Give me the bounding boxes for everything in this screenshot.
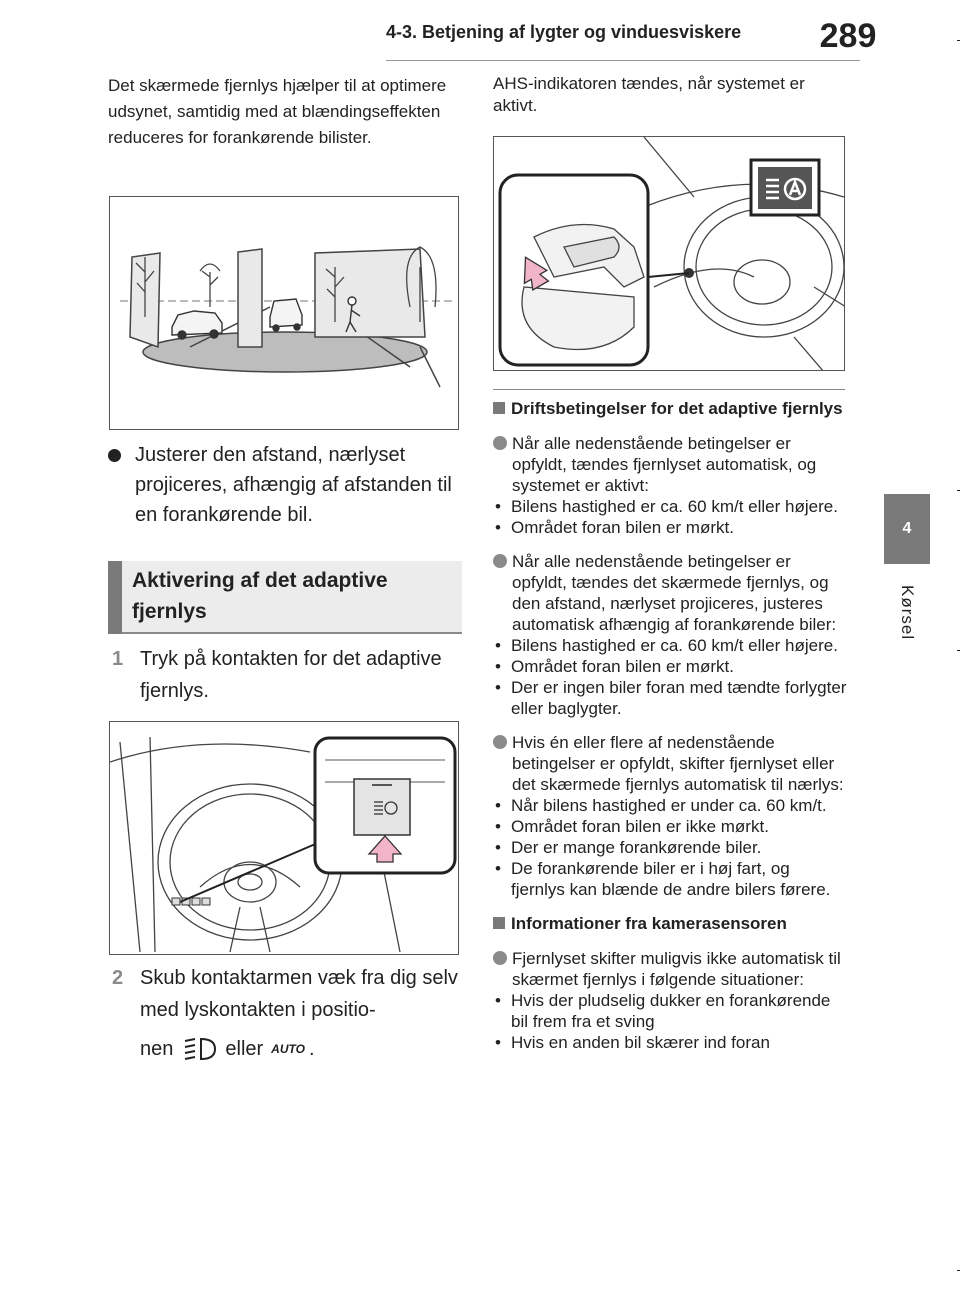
- sub-item: • Der er mange forankørende biler.: [495, 838, 762, 857]
- sub-item-text: Hvis en anden bil skærer ind foran: [511, 1033, 770, 1052]
- condition-item: [493, 948, 848, 990]
- step-text: eller: [225, 1038, 264, 1060]
- sub-item-text: Bilens hastighed er ca. 60 km/t eller højere.: [511, 497, 838, 516]
- bullet-text: Justerer den afstand, nærlyset projiceres, afhængig af afstanden til en forankørende bil.: [135, 444, 452, 526]
- sub-item: • Bilens hastighed er ca. 60 km/t eller højere.: [495, 636, 838, 655]
- lever-illustration: [493, 136, 845, 371]
- step-text: nen: [140, 1038, 174, 1060]
- section-heading-box: [108, 561, 462, 634]
- condition-item: [493, 732, 848, 795]
- sub-item: • Når bilens hastighed er under ca. 60 km/t.: [495, 796, 827, 815]
- intro-text: Det skærmede fjernlys hjælper til at optimere udsynet, samtidig med at blændingseffekten reduceres for forankørende bilister.: [108, 76, 447, 147]
- sub-item: • Området foran bilen er mørkt.: [495, 657, 734, 676]
- step-text: Skub kontaktarmen væk fra dig selv med lyskontakten i positio-: [140, 967, 458, 1021]
- step-number: 2: [112, 967, 124, 989]
- right-column-text: [493, 398, 848, 1053]
- sub-item: • Hvis der pludselig dukker en forankørende bil frem fra et sving: [493, 990, 848, 1032]
- road-scene-svg: [110, 197, 459, 430]
- step-2: [112, 962, 462, 1026]
- sub-item-text: Området foran bilen er mørkt.: [511, 518, 734, 537]
- condition-text: Hvis én eller flere af nedenstående betingelser er opfyldt, skifter fjernlyset eller det skærmede fjernlys automatisk til nærlys:: [512, 733, 844, 794]
- bullet-item: [108, 440, 462, 530]
- square-bullet-icon: [493, 402, 505, 414]
- circle-bullet-icon: [493, 735, 507, 749]
- auto-icon: AUTO: [271, 1042, 305, 1056]
- condition-text: Når alle nedenstående betingelser er opfyldt, tændes fjernlyset automatisk, og systemet er aktivt:: [512, 434, 817, 495]
- condition-item: [493, 433, 848, 496]
- headlight-icon: [183, 1035, 217, 1063]
- sub-item: • Området foran bilen er ikke mørkt.: [495, 817, 769, 836]
- square-bullet-icon: [493, 917, 505, 929]
- lever-svg: [494, 137, 845, 371]
- section-heading: Aktivering af det adaptive fjernlys: [132, 569, 388, 623]
- sub-item-text: Der er mange forankørende biler.: [511, 838, 762, 857]
- step-2-continued: [140, 1033, 460, 1065]
- ahs-indicator-text: AHS-indikatoren tændes, når systemet er aktivt.: [493, 74, 805, 115]
- sub-item: • Hvis en anden bil skærer ind foran: [495, 1033, 770, 1052]
- switch-location-illustration: [109, 721, 459, 955]
- sub-item-text: Området foran bilen er ikke mørkt.: [511, 817, 769, 836]
- section-accent-bar: [108, 561, 122, 634]
- step-number: 1: [112, 648, 124, 670]
- subheading-text: Driftsbetingelser for det adaptive fjernlys: [511, 399, 843, 418]
- circle-bullet-icon: [493, 436, 507, 450]
- sub-item: • Bilens hastighed er ca. 60 km/t eller højere.: [495, 497, 838, 516]
- subheading-2: [493, 913, 848, 934]
- subheading-text: Informationer fra kamerasensoren: [511, 914, 787, 933]
- bullet-icon: [108, 449, 121, 462]
- sub-item: • Området foran bilen er mørkt.: [495, 518, 734, 537]
- page-number: 289: [819, 16, 877, 55]
- condition-text: Når alle nedenstående betingelser er opfyldt, tændes det skærmede fjernlys, og den afstand, nærlyset projiceres, justeres automatisk afhængig af forankørende biler:: [512, 552, 837, 634]
- chapter-label: Kørsel: [898, 585, 917, 641]
- sub-item: • Der er ingen biler foran med tændte forlygter eller baglygter.: [495, 678, 847, 718]
- sub-item-text: De forankørende biler er i høj fart, og fjernlys kan blænde de andre bilers førere.: [511, 859, 831, 899]
- step-text: Tryk på kontakten for det adaptive fjernlys.: [140, 648, 442, 702]
- circle-bullet-icon: [493, 554, 507, 568]
- condition-text: Fjernlyset skifter muligvis ikke automatisk til skærmet fjernlys i følgende situationer:: [512, 949, 841, 989]
- sub-item: • De forankørende biler er i høj fart, og fjernlys kan blænde de andre bilers førere.: [493, 858, 848, 900]
- subheading-1: [493, 398, 848, 419]
- circle-bullet-icon: [493, 951, 507, 965]
- sub-item-text: Hvis der pludselig dukker en forankørende bil frem fra et sving: [511, 991, 831, 1031]
- sub-item-text: Bilens hastighed er ca. 60 km/t eller højere.: [511, 636, 838, 655]
- sub-item-text: Der er ingen biler foran med tændte forlygter eller baglygter.: [511, 678, 847, 718]
- section-divider: [493, 389, 845, 390]
- condition-item: [493, 551, 848, 635]
- header-rule: [386, 60, 860, 61]
- section-title: 4-3. Betjening af lygter og vinduesviskere: [386, 22, 742, 42]
- sub-item-text: Når bilens hastighed er under ca. 60 km/t.: [511, 796, 827, 815]
- step-text: .: [308, 1038, 315, 1060]
- sub-item-text: Området foran bilen er mørkt.: [511, 657, 734, 676]
- step-1: [112, 643, 462, 707]
- shaded-highbeam-illustration: [109, 196, 459, 430]
- chapter-tab: 4: [884, 494, 930, 564]
- dashboard-svg: [110, 722, 459, 955]
